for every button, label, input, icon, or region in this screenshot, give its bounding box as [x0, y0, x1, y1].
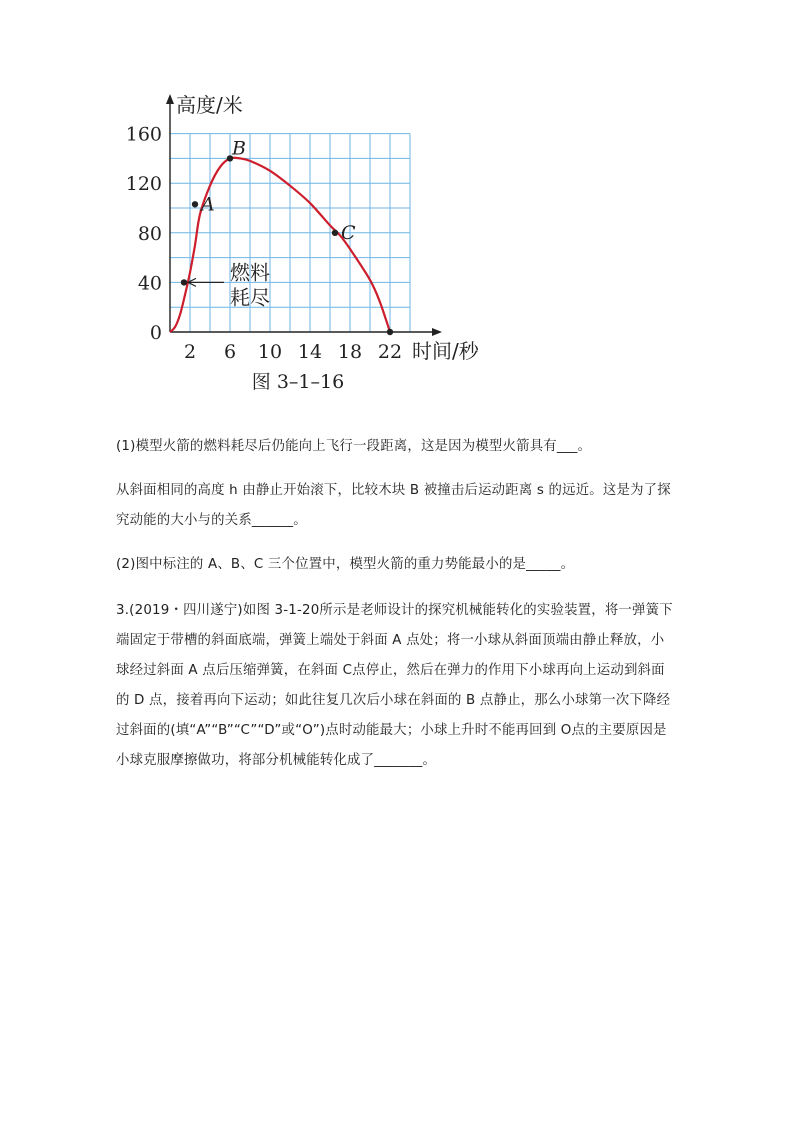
x-tick-label: 6 [223, 341, 237, 363]
annotation-line-1: 燃料 [230, 260, 270, 285]
point-fuel-exhausted [181, 279, 187, 285]
chart-grid [170, 134, 410, 332]
chart-labels [176, 93, 480, 393]
x-tick-label: 22 [377, 341, 403, 363]
question-1: (1)模型火箭的燃料耗尽后仍能向上飞行一段距离，这是因为模型火箭具有___。 [116, 439, 592, 454]
question-2: (2)图中标注的 A、B、C 三个位置中，模型火箭的重力势能最小的是_____。 [116, 557, 575, 572]
x-tick-label: 10 [257, 341, 283, 363]
y-tick-label: 80 [137, 222, 162, 245]
x-axis-arrow [432, 328, 442, 336]
y-tick-label: 120 [125, 173, 162, 196]
point-label-b: B [232, 137, 246, 160]
point-label-c: C [341, 221, 356, 244]
point-a [192, 201, 198, 207]
point-end [387, 329, 393, 335]
x-axis-title: 时间/秒 [412, 339, 479, 363]
question-1-extra: 从斜面相同的高度 h 由静止开始滚下，比较木块 B 被撞击后运动距离 s 的远近。这是为了探究动能的大小与的关系______。 [116, 483, 671, 528]
y-tick-label: 160 [125, 123, 162, 146]
height-curve [170, 158, 390, 332]
x-tick-label: 14 [297, 341, 323, 363]
annotation-line-2: 耗尽 [230, 285, 270, 310]
point-c [332, 230, 338, 236]
rocket-height-time-chart [125, 88, 480, 398]
y-axis-title: 高度/米 [176, 93, 243, 117]
figure-caption: 图 3–1–16 [251, 371, 345, 393]
y-axis-arrow [166, 94, 174, 104]
x-tick-label: 18 [337, 341, 363, 363]
question-3: 3.(2019・四川遂宁)如图 3-1-20所示是老师设计的探究机械能转化的实验装置，将一弹簧下端固定于带槽的斜面底端，弹簧上端处于斜面 A 点处；将一小球从斜面顶端由静止释放，小球经过斜面 A 点后压缩弹簧，在斜面 C点停止，然后在弹力的作用下小球再向上运动到斜面的 D 点，接着再向下运动；如此往复几次后小球在斜面的 B 点静止，那么小球第一次下降经过斜面的(填“A”“B”“C”“D”或“O”)点时动能最大；小球上升时不能再回到 O点的主要原因是小球克服摩擦做功，将部分机械能转化成了_______。 [116, 603, 673, 768]
y-tick-label: 40 [137, 272, 162, 295]
x-tick-label: 2 [183, 341, 197, 363]
chart-ticks [126, 124, 402, 363]
y-tick-label: 0 [149, 322, 162, 344]
point-label-a: A [201, 193, 215, 216]
